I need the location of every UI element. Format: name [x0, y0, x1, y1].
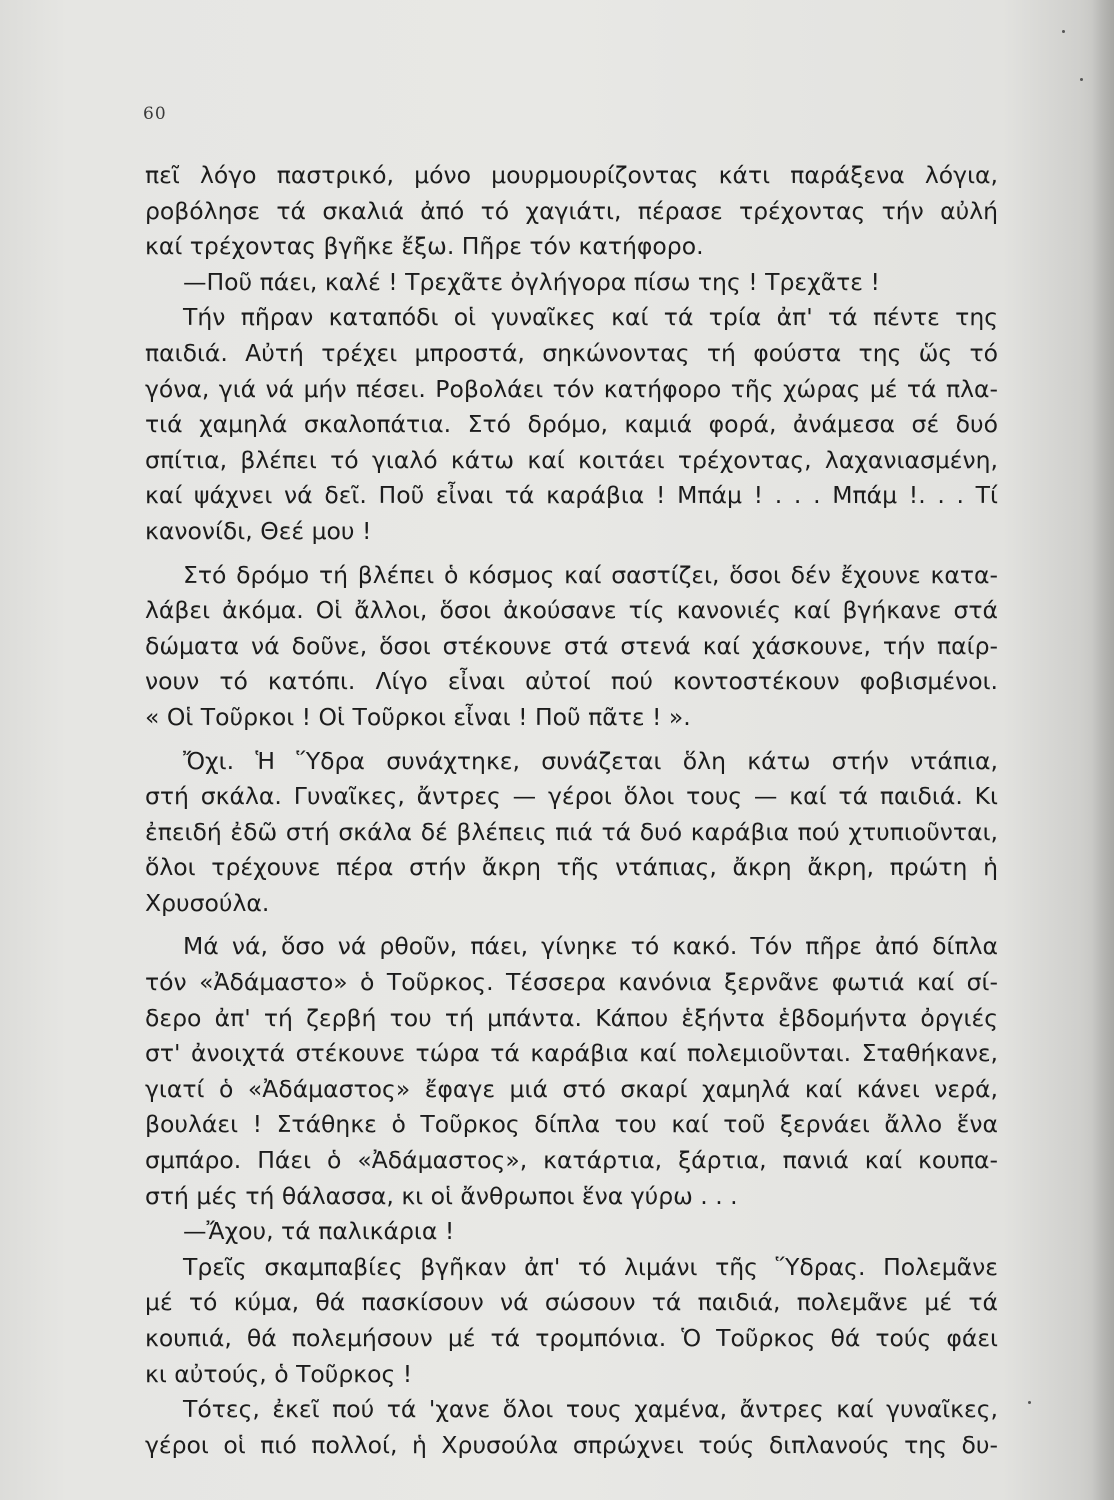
text-line: δερο ἀπ' τή ζερβή του τή μπάντα. Κάπου ἑξήντα ἑβδομήντα ὀργιές — [145, 1003, 998, 1032]
text-line: τιά χαμηλά σκαλοπάτια. Στό δρόμο, καμιά φορά, ἀνάμεσα σέ δυό — [145, 410, 998, 439]
text-line: ροβόλησε τά σκαλιά ἀπό τό χαγιάτι, πέρασε τρέχοντας τήν αὐλή — [145, 196, 998, 225]
text-line: ἐπειδή ἐδῶ στή σκάλα δέ βλέπεις πιά τά δυό καράβια πού χτυπιοῦνται, — [145, 817, 998, 846]
text-line: Τρεῖς σκαμπαβίες βγῆκαν ἀπ' τό λιμάνι τῆς Ὕδρας. Πολεμᾶνε — [183, 1252, 998, 1281]
body-text — [145, 158, 998, 1463]
page-number: 60 — [143, 104, 167, 124]
text-line: στ' ἀνοιχτά στέκουνε τώρα τά καράβια καί πολεμιοῦνται. Σταθήκανε, — [145, 1039, 998, 1068]
text-line: τόν «Ἀδάμαστο» ὁ Τοῦρκος. Τέσσερα κανόνια ξερνᾶνε φωτιά καί σί- — [145, 968, 998, 997]
text-line: σμπάρο. Πάει ὁ «Ἀδάμαστος», κατάρτια, ξάρτια, πανιά καί κουπα- — [145, 1146, 998, 1175]
paper-speck — [1080, 78, 1083, 81]
text-line: νουν τό κατόπι. Λίγο εἶναι αὐτοί πού κοντοστέκουν φοβισμένοι. — [145, 667, 998, 696]
text-line: κι αὐτούς, ὁ Τοῦρκος ! — [145, 1359, 413, 1388]
text-line: μέ τό κύμα, θά πασκίσουν νά σώσουν τά παιδιά, πολεμᾶνε μέ τά — [145, 1288, 998, 1317]
text-line: λάβει ἀκόμα. Οἱ ἄλλοι, ὅσοι ἀκούσανε τίς κανονιές καί βγήκανε στά — [145, 596, 998, 625]
text-line: —Ποῦ πάει, καλέ ! Τρεχᾶτε ὀγλήγορα πίσω της ! Τρεχᾶτε ! — [183, 267, 880, 296]
text-line: καί ψάχνει νά δεῖ. Ποῦ εἶναι τά καράβια ! Μπάμ ! . . . Μπάμ !. . . Τί — [145, 481, 998, 510]
text-line: γόνα, γιά νά μήν πέσει. Ροβολάει τόν κατήφορο τῆς χώρας μέ τά πλα- — [145, 374, 998, 403]
text-line: Τήν πῆραν καταπόδι οἱ γυναῖκες καί τά τρία ἀπ' τά πέντε της — [183, 303, 998, 332]
text-line: ὅλοι τρέχουνε πέρα στήν ἄκρη τῆς ντάπιας, ἄκρη ἄκρη, πρώτη ἡ — [145, 853, 998, 882]
text-line: Μά νά, ὅσο νά ρθοῦν, πάει, γίνηκε τό κακό. Τόν πῆρε ἀπό δίπλα — [183, 932, 998, 961]
paper-speck — [1062, 30, 1065, 33]
text-line: παιδιά. Αὐτή τρέχει μπροστά, σηκώνοντας τή φούστα της ὥς τό — [145, 338, 998, 367]
text-line: γιατί ὁ «Ἀδάμαστος» ἔφαγε μιά στό σκαρί χαμηλά καί κάνει νερά, — [145, 1074, 998, 1103]
text-line: γέροι οἱ πιό πολλοί, ἡ Χρυσούλα σπρώχνει τούς διπλανούς της δυ- — [145, 1430, 998, 1459]
text-line: κανονίδι, Θεέ μου ! — [145, 516, 372, 545]
text-line: στή σκάλα. Γυναῖκες, ἄντρες — γέροι ὅλοι τους — καί τά παιδιά. Κι — [145, 782, 998, 811]
paper-speck — [1028, 1401, 1031, 1404]
text-line: Ὄχι. Ἡ Ὕδρα συνάχτηκε, συνάζεται ὅλη κάτω στήν ντάπια, — [183, 746, 998, 775]
text-line: δώματα νά δοῦνε, ὅσοι στέκουνε στά στενά καί χάσκουνε, τήν παίρ- — [145, 631, 998, 660]
text-line: Χρυσούλα. — [145, 888, 270, 917]
text-line: πεῖ λόγο παστρικό, μόνο μουρμουρίζοντας κάτι παράξενα λόγια, — [145, 161, 998, 189]
text-line: στή μές τή θάλασσα, κι οἱ ἄνθρωποι ἕνα γύρω . . . — [145, 1181, 738, 1210]
text-line: κουπιά, θά πολεμήσουν μέ τά τρομπόνια. Ὁ Τοῦρκος θά τούς φάει — [145, 1324, 998, 1352]
text-line: καί τρέχοντας βγῆκε ἔξω. Πῆρε τόν κατήφορο. — [145, 232, 704, 261]
text-line: βουλάει ! Στάθηκε ὁ Τοῦρκος δίπλα του καί τοῦ ξερνάει ἄλλο ἕνα — [145, 1110, 998, 1139]
text-line: σπίτια, βλέπει τό γιαλό κάτω καί κοιτάει τρέχοντας, λαχανιασμένη, — [145, 445, 998, 474]
page-edge-shadow — [1092, 0, 1114, 1500]
text-line: Στό δρόμο τή βλέπει ὁ κόσμος καί σαστίζει, ὅσοι δέν ἔχουνε κατα- — [183, 560, 998, 589]
text-line: Τότες, ἐκεῖ πού τά 'χανε ὅλοι τους χαμένα, ἄντρες καί γυναῖκες, — [183, 1395, 998, 1424]
text-line: « Οἱ Τοῦρκοι ! Οἱ Τοῦρκοι εἶναι ! Ποῦ πᾶτε ! ». — [145, 702, 691, 731]
text-line: —Ἄχου, τά παλικάρια ! — [183, 1217, 455, 1246]
